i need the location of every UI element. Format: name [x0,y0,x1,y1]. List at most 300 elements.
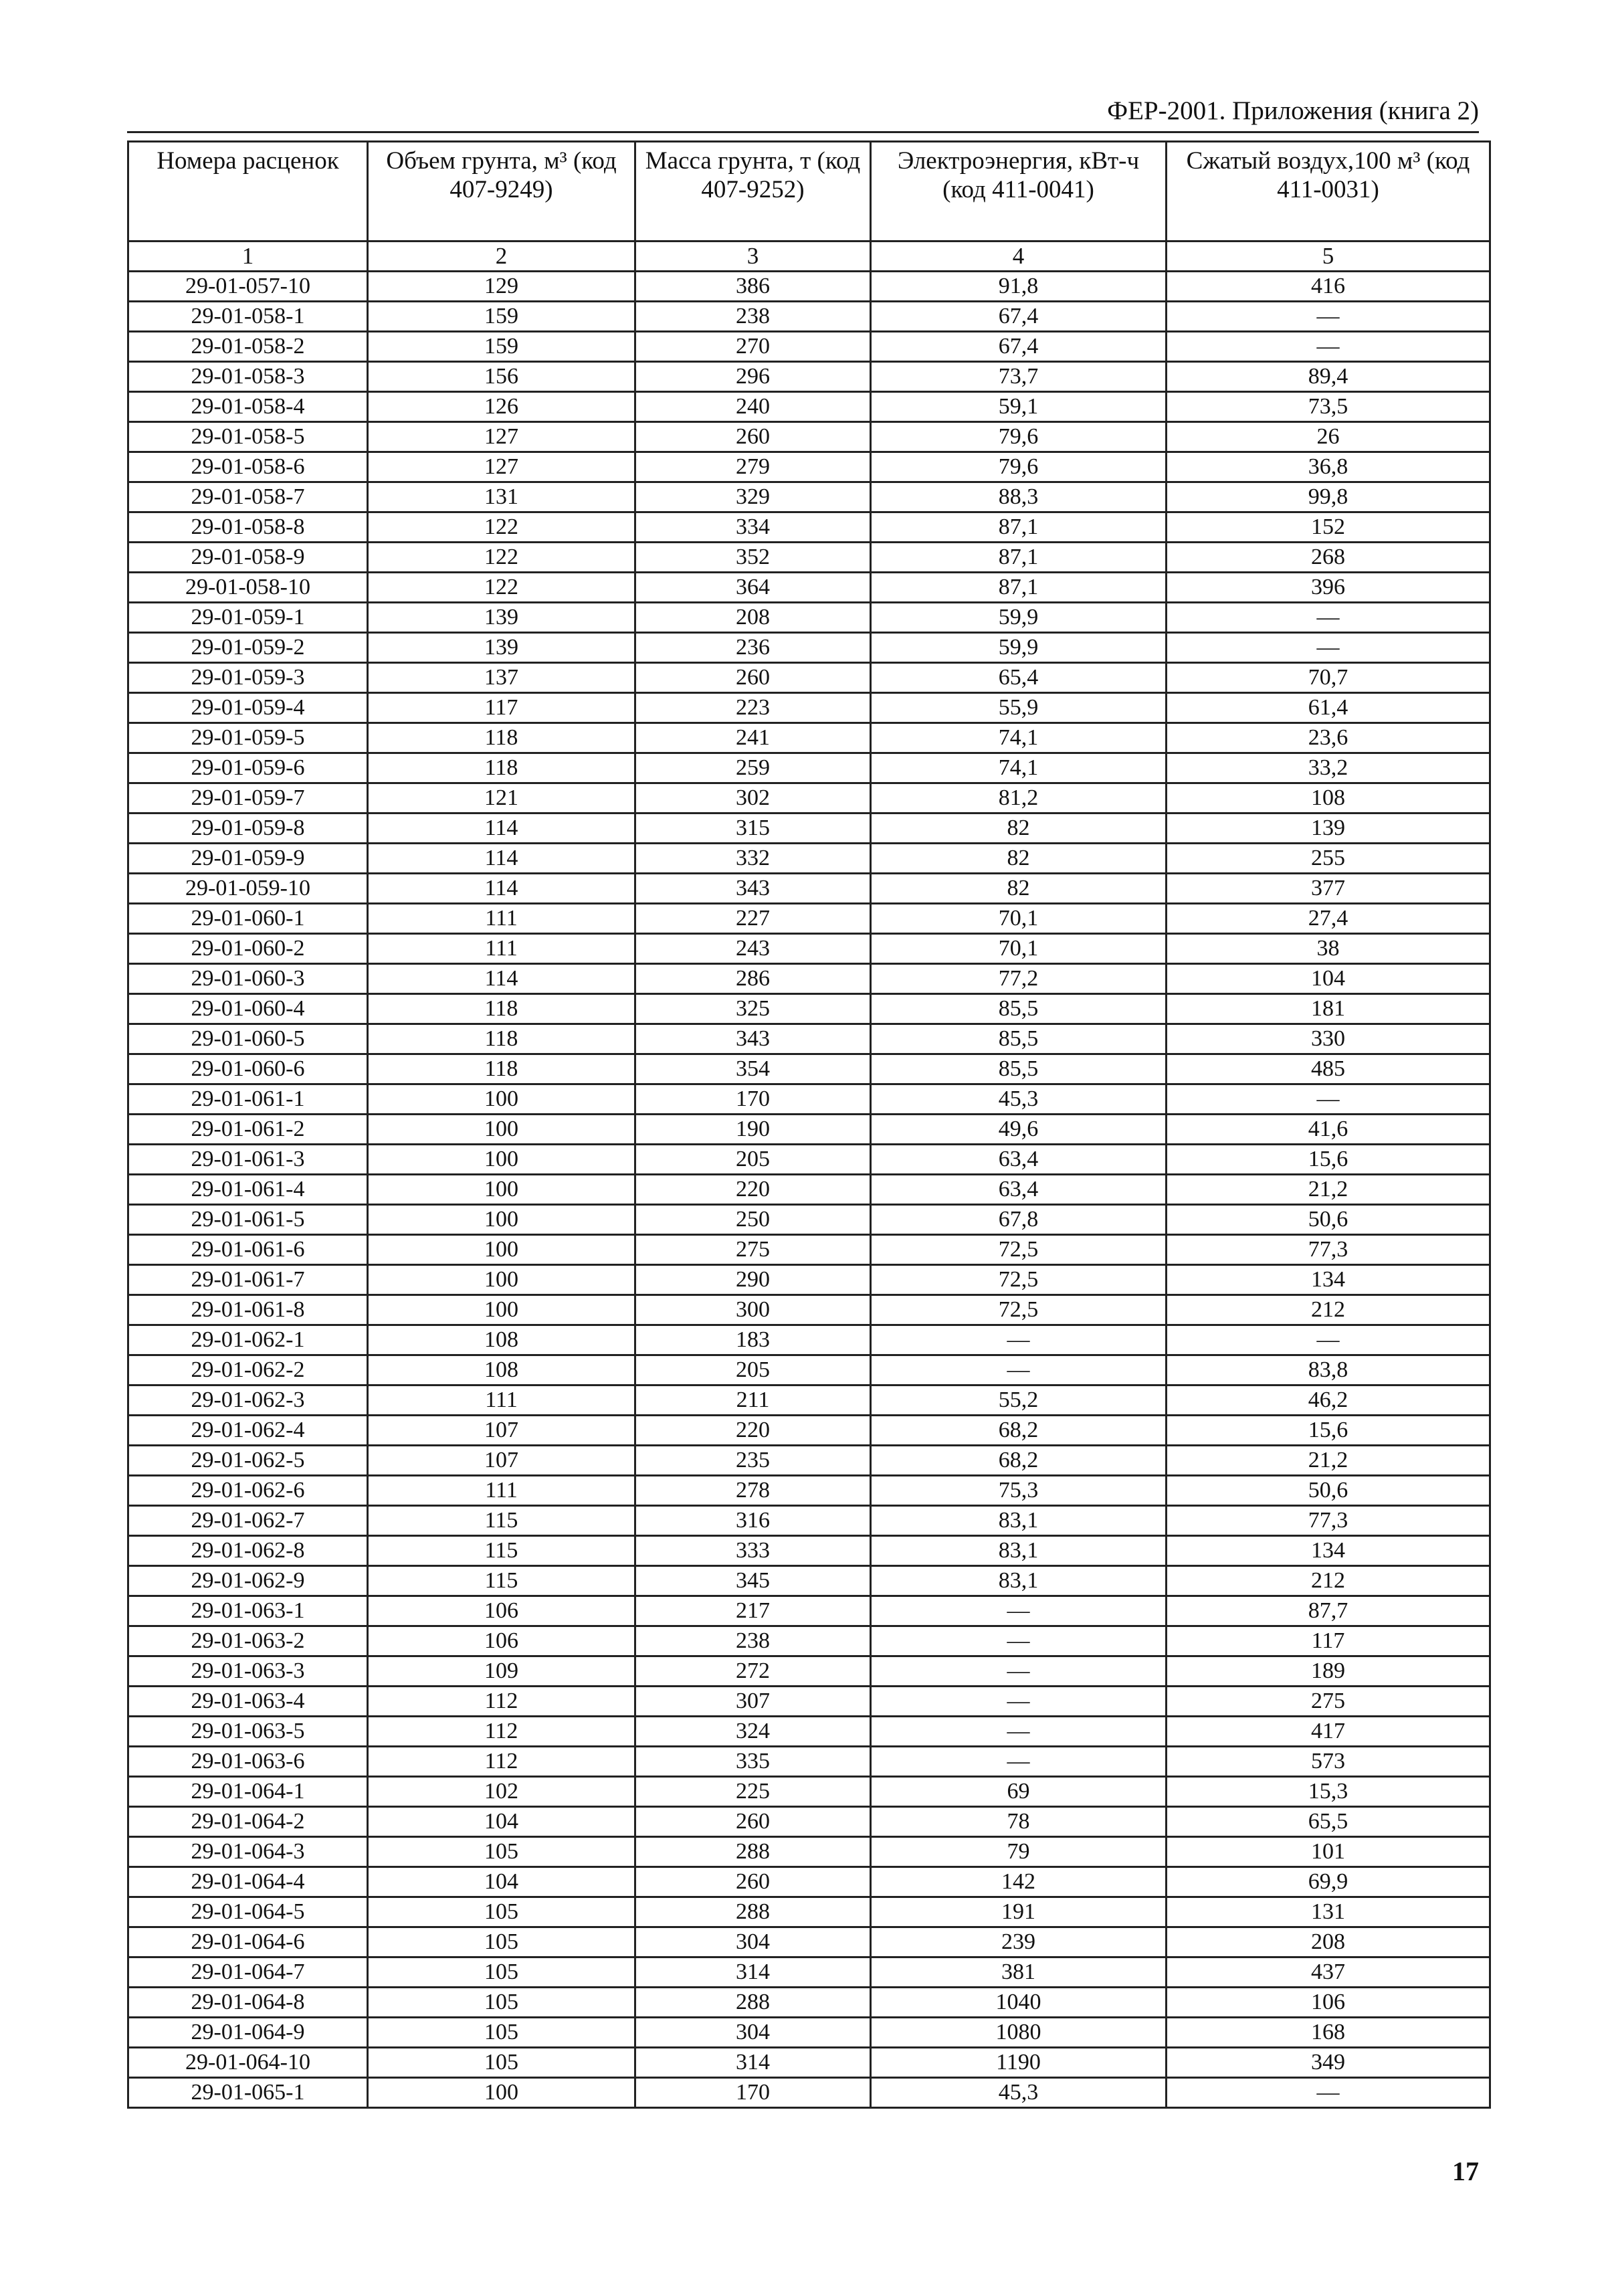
table-cell: 29-01-064-3 [128,1837,368,1867]
table-cell: — [871,1355,1167,1385]
table-cell: 29-01-059-3 [128,663,368,693]
table-row [128,964,1490,994]
table-cell: 29-01-062-9 [128,1566,368,1596]
table-cell: 49,6 [871,1115,1167,1145]
table-cell: 115 [368,1536,635,1566]
table-row [128,2078,1490,2108]
table-cell: 127 [368,452,635,482]
table-cell: 29-01-061-8 [128,1295,368,1325]
table-cell: 111 [368,1476,635,1506]
table-cell: 63,4 [871,1145,1167,1175]
table-cell: 50,6 [1167,1205,1490,1235]
table-cell: 65,5 [1167,1807,1490,1837]
table-cell: 89,4 [1167,362,1490,392]
table-cell: 122 [368,512,635,543]
table-row [128,302,1490,332]
table-row [128,422,1490,452]
table-cell: 81,2 [871,783,1167,814]
table-cell: — [871,1626,1167,1656]
table-cell: 437 [1167,1957,1490,1988]
table-cell: 29-01-065-1 [128,2078,368,2108]
table-cell: 29-01-060-2 [128,934,368,964]
table-row [128,1717,1490,1747]
table-cell: 217 [635,1596,871,1626]
table-cell: — [1167,633,1490,663]
table-row [128,844,1490,874]
table-cell: 238 [635,302,871,332]
table-cell: 377 [1167,874,1490,904]
table-row [128,1115,1490,1145]
table-cell: 345 [635,1566,871,1596]
table-cell: 272 [635,1656,871,1687]
table-cell: 288 [635,1837,871,1867]
table-cell: 129 [368,272,635,302]
table-cell: 59,9 [871,633,1167,663]
table-cell: 107 [368,1416,635,1446]
table-cell: 104 [1167,964,1490,994]
table-cell: 73,5 [1167,392,1490,422]
table-row [128,1506,1490,1536]
table-cell: 65,4 [871,663,1167,693]
table-cell: 114 [368,874,635,904]
table-cell: 268 [1167,543,1490,573]
table-cell: 1080 [871,2018,1167,2048]
table-cell: 105 [368,1988,635,2018]
table-row [128,1656,1490,1687]
table-cell: 134 [1167,1536,1490,1566]
table-cell: 73,7 [871,362,1167,392]
table-cell: 29-01-058-8 [128,512,368,543]
table-cell: 105 [368,2018,635,2048]
table-cell: 29-01-058-2 [128,332,368,362]
table-cell: 77,3 [1167,1506,1490,1536]
table-row [128,1325,1490,1355]
table-cell: 118 [368,1054,635,1084]
table-row [128,783,1490,814]
table-cell: 109 [368,1656,635,1687]
table-cell: 41,6 [1167,1115,1490,1145]
table-row [128,1175,1490,1205]
table-cell: 29-01-060-1 [128,904,368,934]
table-cell: 78 [871,1807,1167,1837]
table-cell: 343 [635,1024,871,1054]
table-cell: 349 [1167,2048,1490,2078]
table-cell: 100 [368,1235,635,1265]
table-cell: 170 [635,1084,871,1115]
table-row [128,1687,1490,1717]
column-number: 3 [635,242,871,272]
table-cell: 208 [1167,1927,1490,1957]
table-cell: 59,1 [871,392,1167,422]
table-cell: 105 [368,1927,635,1957]
table-cell: 88,3 [871,482,1167,512]
table-cell: 159 [368,332,635,362]
table-row [128,1265,1490,1295]
table-cell: 29-01-059-6 [128,753,368,783]
table-cell: 118 [368,1024,635,1054]
table-cell: 108 [368,1325,635,1355]
table-cell: 334 [635,512,871,543]
table-cell: 83,1 [871,1566,1167,1596]
table-cell: 83,1 [871,1506,1167,1536]
table-cell: 68,2 [871,1416,1167,1446]
table-cell: — [871,1747,1167,1777]
table-cell: 45,3 [871,2078,1167,2108]
table-cell: 220 [635,1175,871,1205]
table-cell: 29-01-064-10 [128,2048,368,2078]
table-cell: 21,2 [1167,1446,1490,1476]
table-row [128,1385,1490,1416]
table-cell: 168 [1167,2018,1490,2048]
table-cell: 170 [635,2078,871,2108]
table-body [128,272,1490,2108]
table-cell: 29-01-061-2 [128,1115,368,1145]
table-cell: 573 [1167,1747,1490,1777]
table-cell: 111 [368,904,635,934]
table-cell: 288 [635,1988,871,2018]
table-cell: 100 [368,1145,635,1175]
table-cell: 107 [368,1446,635,1476]
table-cell: 191 [871,1897,1167,1927]
table-cell: 70,1 [871,904,1167,934]
table-cell: 29-01-064-1 [128,1777,368,1807]
table-cell: 27,4 [1167,904,1490,934]
table-cell: 1190 [871,2048,1167,2078]
table-cell: 270 [635,332,871,362]
table-cell: 87,1 [871,512,1167,543]
table-cell: 29-01-062-4 [128,1416,368,1446]
table-cell: 100 [368,2078,635,2108]
table-cell: 106 [368,1626,635,1656]
table-cell: 29-01-061-4 [128,1175,368,1205]
table-cell: 296 [635,362,871,392]
table-cell: 45,3 [871,1084,1167,1115]
table-cell: 15,6 [1167,1416,1490,1446]
table-cell: 134 [1167,1265,1490,1295]
column-title: Сжатый воздух,100 м³ (код 411-0031) [1167,142,1490,242]
table-row [128,1235,1490,1265]
table-cell: 29-01-064-7 [128,1957,368,1988]
table-row [128,1867,1490,1897]
table-cell: 121 [368,783,635,814]
table-cell: 79,6 [871,422,1167,452]
table-cell: 29-01-061-5 [128,1205,368,1235]
table-cell: 83,1 [871,1536,1167,1566]
table-cell: 333 [635,1536,871,1566]
table-cell: 29-01-063-3 [128,1656,368,1687]
table-row [128,904,1490,934]
table-cell: 115 [368,1506,635,1536]
table-cell: 304 [635,1927,871,1957]
table-header [128,142,1490,272]
table-cell: 139 [368,603,635,633]
table-cell: 33,2 [1167,753,1490,783]
table-row [128,1054,1490,1084]
table-cell: 335 [635,1747,871,1777]
page-number: 17 [1452,2156,1479,2186]
table-cell: 300 [635,1295,871,1325]
table-cell: 29-01-062-8 [128,1536,368,1566]
table-cell: 29-01-059-10 [128,874,368,904]
table-row [128,994,1490,1024]
column-title: Объем грунта, м³ (код 407-9249) [368,142,635,242]
table-cell: — [871,1596,1167,1626]
table-cell: 70,7 [1167,663,1490,693]
table-cell: 255 [1167,844,1490,874]
table-cell: 117 [1167,1626,1490,1656]
table-cell: 99,8 [1167,482,1490,512]
table-cell: 205 [635,1145,871,1175]
table-cell: — [1167,603,1490,633]
column-number: 2 [368,242,635,272]
table-cell: 275 [635,1235,871,1265]
table-cell: 79 [871,1837,1167,1867]
table-cell: 69,9 [1167,1867,1490,1897]
table-cell: 416 [1167,272,1490,302]
table-cell: 236 [635,633,871,663]
table-cell: 104 [368,1807,635,1837]
table-cell: 70,1 [871,934,1167,964]
table-cell: 114 [368,964,635,994]
table-cell: 190 [635,1115,871,1145]
table-cell: — [1167,332,1490,362]
table-cell: — [1167,1325,1490,1355]
table-cell: 241 [635,723,871,753]
table-cell: 15,3 [1167,1777,1490,1807]
table-cell: 87,1 [871,543,1167,573]
table-row [128,1295,1490,1325]
table-cell: 29-01-058-5 [128,422,368,452]
table-cell: — [871,1325,1167,1355]
table-cell: 106 [368,1596,635,1626]
table-row [128,1205,1490,1235]
table-cell: 29-01-061-7 [128,1265,368,1295]
column-title: Масса грунта, т (код 407-9252) [635,142,871,242]
table-cell: 29-01-058-10 [128,573,368,603]
table-cell: 21,2 [1167,1175,1490,1205]
table-cell: 82 [871,844,1167,874]
table-cell: 59,9 [871,603,1167,633]
table-cell: 208 [635,603,871,633]
table-cell: 29-01-058-3 [128,362,368,392]
table-cell: — [871,1687,1167,1717]
table-cell: 68,2 [871,1446,1167,1476]
table-row [128,1897,1490,1927]
table-row [128,1596,1490,1626]
table-cell: 91,8 [871,272,1167,302]
table-cell: 29-01-060-3 [128,964,368,994]
table-cell: — [871,1656,1167,1687]
table-cell: 159 [368,302,635,332]
table-cell: 29-01-059-2 [128,633,368,663]
table-cell: 29-01-059-4 [128,693,368,723]
table-cell: 278 [635,1476,871,1506]
table-cell: 29-01-062-5 [128,1446,368,1476]
table-cell: 325 [635,994,871,1024]
table-row [128,272,1490,302]
table-cell: 212 [1167,1566,1490,1596]
table-cell: 354 [635,1054,871,1084]
table-cell: 260 [635,1867,871,1897]
table-cell: 29-01-064-2 [128,1807,368,1837]
table-cell: 85,5 [871,1024,1167,1054]
table-cell: 29-01-064-8 [128,1988,368,2018]
table-cell: 417 [1167,1717,1490,1747]
table-cell: 29-01-062-2 [128,1355,368,1385]
table-cell: 111 [368,1385,635,1416]
table-cell: 223 [635,693,871,723]
table-cell: 212 [1167,1295,1490,1325]
table-cell: 29-01-059-9 [128,844,368,874]
table-cell: 38 [1167,934,1490,964]
table-cell: 108 [368,1355,635,1385]
table-cell: 139 [368,633,635,663]
table-cell: 29-01-064-9 [128,2018,368,2048]
page-header-title: ФЕР-2001. Приложения (книга 2) [1107,96,1479,125]
table-cell: 288 [635,1897,871,1927]
table-row [128,1145,1490,1175]
table-cell: 29-01-061-1 [128,1084,368,1115]
table-cell: 105 [368,2048,635,2078]
table-row [128,1024,1490,1054]
table-cell: 114 [368,844,635,874]
table-cell: 63,4 [871,1175,1167,1205]
table-cell: 72,5 [871,1295,1167,1325]
table-row [128,814,1490,844]
table-cell: 329 [635,482,871,512]
table-row [128,1988,1490,2018]
table-cell: 29-01-063-1 [128,1596,368,1626]
table-row [128,663,1490,693]
table-cell: 122 [368,573,635,603]
table-cell: 118 [368,753,635,783]
table-cell: 55,9 [871,693,1167,723]
table-row [128,1837,1490,1867]
table-cell: 29-01-060-5 [128,1024,368,1054]
table-cell: 225 [635,1777,871,1807]
table-cell: 239 [871,1927,1167,1957]
table-cell: 279 [635,452,871,482]
table-cell: 189 [1167,1656,1490,1687]
table-cell: 100 [368,1265,635,1295]
table-row [128,1957,1490,1988]
table-cell: 29-01-061-3 [128,1145,368,1175]
table-cell: 396 [1167,573,1490,603]
table-cell: 304 [635,2018,871,2048]
column-numbers-row [128,242,1490,272]
table-cell: 302 [635,783,871,814]
table-cell: 235 [635,1446,871,1476]
table-cell: 67,4 [871,302,1167,332]
table-cell: 260 [635,1807,871,1837]
table-row [128,392,1490,422]
table-cell: 243 [635,934,871,964]
table-row [128,1446,1490,1476]
table-cell: 29-01-061-6 [128,1235,368,1265]
table-row [128,1807,1490,1837]
table-row [128,693,1490,723]
table-cell: 100 [368,1175,635,1205]
table-cell: 316 [635,1506,871,1536]
table-cell: 29-01-057-10 [128,272,368,302]
table-cell: 100 [368,1115,635,1145]
page-header [127,91,1479,133]
table-row [128,362,1490,392]
column-title: Номера расценок [128,142,368,242]
table-cell: 156 [368,362,635,392]
table-cell: 75,3 [871,1476,1167,1506]
table-cell: 29-01-062-7 [128,1506,368,1536]
table-cell: 29-01-062-6 [128,1476,368,1506]
table-cell: 105 [368,1897,635,1927]
table-cell: 29-01-059-7 [128,783,368,814]
table-cell: 29-01-064-6 [128,1927,368,1957]
table-row [128,1416,1490,1446]
table-row [128,1536,1490,1566]
table-cell: 36,8 [1167,452,1490,482]
table-row [128,1355,1490,1385]
table-cell: 106 [1167,1988,1490,2018]
table-row [128,753,1490,783]
table-row [128,1777,1490,1807]
table-cell: 100 [368,1295,635,1325]
table-cell: 275 [1167,1687,1490,1717]
table-cell: 85,5 [871,994,1167,1024]
table-cell: 83,8 [1167,1355,1490,1385]
table-cell: 29-01-059-1 [128,603,368,633]
table-cell: 85,5 [871,1054,1167,1084]
table-cell: 286 [635,964,871,994]
table-row [128,1566,1490,1596]
table-row [128,603,1490,633]
table-cell: 82 [871,874,1167,904]
table-row [128,633,1490,663]
table-cell: 183 [635,1325,871,1355]
column-number: 5 [1167,242,1490,272]
table-cell: 50,6 [1167,1476,1490,1506]
table-cell: — [1167,1084,1490,1115]
table-cell: 259 [635,753,871,783]
table-cell: 324 [635,1717,871,1747]
table-cell: 227 [635,904,871,934]
table-cell: 220 [635,1416,871,1446]
table-cell: 131 [1167,1897,1490,1927]
table-cell: 101 [1167,1837,1490,1867]
table-row [128,1747,1490,1777]
table-cell: 29-01-063-5 [128,1717,368,1747]
table-cell: 29-01-058-1 [128,302,368,332]
table-cell: 23,6 [1167,723,1490,753]
table-cell: 69 [871,1777,1167,1807]
table-cell: 82 [871,814,1167,844]
table-row [128,452,1490,482]
table-cell: 315 [635,814,871,844]
table-cell: 29-01-064-5 [128,1897,368,1927]
table-cell: 238 [635,1626,871,1656]
table-cell: 381 [871,1957,1167,1988]
table-cell: 104 [368,1867,635,1897]
table-cell: 29-01-060-6 [128,1054,368,1084]
table-cell: 118 [368,994,635,1024]
table-cell: 29-01-058-7 [128,482,368,512]
table-cell: 1040 [871,1988,1167,2018]
table-cell: 139 [1167,814,1490,844]
table-cell: — [1167,2078,1490,2108]
table-cell: 67,4 [871,332,1167,362]
rates-table [127,140,1491,2109]
table-cell: 240 [635,392,871,422]
table-cell: 67,8 [871,1205,1167,1235]
